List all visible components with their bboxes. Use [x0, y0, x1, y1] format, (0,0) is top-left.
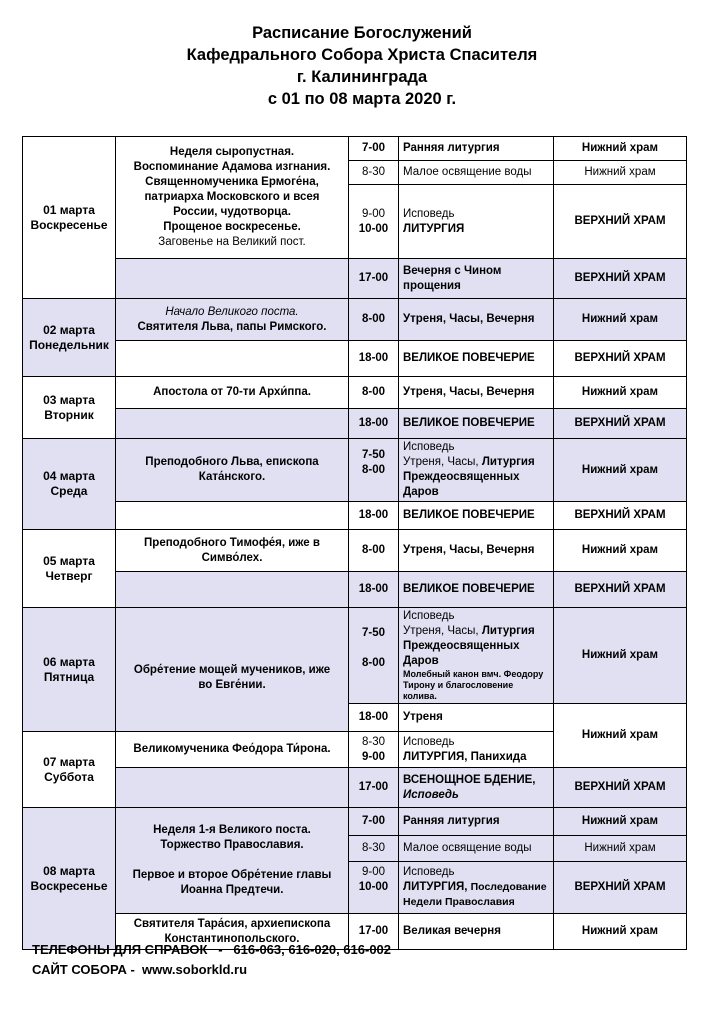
weekday-label: Понедельник — [29, 337, 109, 352]
table-row — [23, 299, 687, 341]
empty-cell — [116, 572, 349, 608]
feast-text: Святителя Тара́сия, архиепископа — [133, 918, 331, 930]
service-time: 17-00 — [349, 259, 399, 299]
service-line: Утреня, Часы, — [403, 625, 482, 637]
date-cell — [23, 439, 116, 530]
service-line: Утреня, Часы, — [403, 456, 482, 468]
service-time: 7-00 — [349, 808, 399, 836]
service-place: ВЕРХНИЙ ХРАМ — [554, 768, 687, 808]
service-time: 8-00 — [349, 377, 399, 409]
feast-text: Святителя Льва, папы Римского. — [137, 320, 327, 333]
service-time — [349, 732, 399, 768]
service-place: Нижний храм — [554, 836, 687, 862]
service-line: Исповедь — [403, 207, 455, 220]
date-cell — [23, 808, 116, 950]
table-row — [23, 768, 687, 808]
feast-cell: Великомученика Фео́дора Ти́рона. — [116, 732, 349, 768]
table-row — [23, 259, 687, 299]
service-time: 18-00 — [349, 704, 399, 732]
feast-text: Неделя сыропустная. — [169, 146, 295, 158]
service-name — [399, 185, 554, 259]
time-line: 10-00 — [358, 222, 389, 235]
date-label: 08 марта — [43, 863, 95, 878]
weekday-label: Среда — [50, 484, 88, 498]
feast-text: Воспоминание Адамова изгнания. — [133, 161, 331, 173]
service-time: 8-30 — [349, 836, 399, 862]
service-line: Исповедь — [403, 788, 459, 801]
feast-text: Иоанна Предтечи. — [180, 884, 284, 896]
time-line: 7-50 — [361, 626, 386, 639]
weekday-label: Воскресенье — [30, 217, 108, 232]
service-line: Литургия — [481, 456, 535, 468]
service-line: ЛИТУРГИЯ, — [403, 881, 471, 893]
schedule-table — [22, 136, 687, 950]
header-period: с 01 по 08 марта 2020 г. — [267, 90, 457, 108]
service-line: Исповедь — [403, 441, 455, 453]
empty-cell — [116, 502, 349, 530]
feast-text: патриарха Московского и всея — [144, 191, 320, 203]
table-row — [23, 608, 687, 704]
feast-text: Первое и второе Обре́тение главы — [132, 869, 332, 881]
service-name: Утреня, Часы, Вечерня — [399, 530, 554, 572]
service-name: ВЕЛИКОЕ ПОВЕЧЕРИЕ — [399, 572, 554, 608]
service-place: Нижний храм — [554, 608, 687, 704]
service-place: Нижний храм — [554, 914, 687, 950]
phones-line: ТЕЛЕФОНЫ ДЛЯ СПРАВОК - 616-063, 616-020, 616-002 — [32, 942, 392, 957]
time-line: 9-00 — [361, 207, 386, 220]
table-row — [23, 377, 687, 409]
service-time — [349, 185, 399, 259]
service-time: 18-00 — [349, 502, 399, 530]
feast-text: Торжество Православия. — [160, 839, 304, 851]
service-name: Малое освящение воды — [399, 161, 554, 185]
date-cell — [23, 732, 116, 808]
date-cell — [23, 299, 116, 377]
header-city: г. Калининграда — [296, 68, 428, 86]
feast-text: Заговенье на Великий пост. — [158, 236, 306, 248]
service-line: ЛИТУРГИЯ — [403, 222, 465, 235]
weekday-label: Воскресенье — [30, 878, 108, 893]
service-line: Исповедь — [403, 610, 455, 622]
service-time — [349, 862, 399, 914]
feast-text: Ката́нского. — [198, 471, 266, 483]
table-row — [23, 808, 687, 836]
date-cell — [23, 608, 116, 732]
table-row — [23, 502, 687, 530]
table-row — [23, 137, 687, 161]
time-line: 10-00 — [358, 881, 389, 893]
service-name: Ранняя литургия — [399, 137, 554, 161]
service-place: Нижний храм — [554, 439, 687, 502]
empty-cell — [116, 409, 349, 439]
weekday-label: Четверг — [45, 568, 93, 583]
service-name: ВЕЛИКОЕ ПОВЕЧЕРИЕ — [399, 409, 554, 439]
time-line: 8-00 — [361, 463, 386, 476]
date-label: 03 марта — [43, 392, 95, 407]
service-place: Нижний храм — [554, 299, 687, 341]
date-label: 07 марта — [43, 754, 95, 769]
service-place: Нижний храм — [554, 161, 687, 185]
service-name: Ранняя литургия — [399, 808, 554, 836]
feast-text: Прощеное воскресенье. — [163, 221, 301, 233]
feast-cell: Апостола от 70-ти Архи́ппа. — [116, 377, 349, 409]
service-name: ВЕЛИКОЕ ПОВЕЧЕРИЕ — [399, 341, 554, 377]
feast-text: Симво́лех. — [201, 551, 263, 564]
service-name — [399, 732, 554, 768]
service-time: 7-00 — [349, 137, 399, 161]
feast-text: Константинопольского. — [164, 933, 300, 945]
feast-cell — [116, 439, 349, 502]
feast-text: Преподобного Льва, епископа — [145, 456, 319, 468]
feast-text: во Евге́нии. — [198, 679, 266, 691]
weekday-label: Суббота — [44, 769, 94, 784]
table-row — [23, 439, 687, 502]
time-line: 9-00 — [361, 750, 386, 763]
date-label: 02 марта — [43, 322, 95, 337]
service-name — [399, 608, 554, 704]
time-line: 9-00 — [361, 866, 386, 878]
service-line: ЛИТУРГИЯ, Панихида — [403, 750, 527, 763]
feast-text: Священномученика Ермоге́на, — [145, 176, 319, 188]
service-name: ВЕЛИКОЕ ПОВЕЧЕРИЕ — [399, 502, 554, 530]
service-line: ВСЕНОЩНОЕ БДЕНИЕ, — [403, 773, 536, 786]
service-name — [399, 439, 554, 502]
service-time: 17-00 — [349, 914, 399, 950]
feast-text: России, чудотворца. — [173, 206, 291, 218]
service-place: Нижний храм — [554, 530, 687, 572]
service-time: 8-00 — [349, 299, 399, 341]
service-time: 8-00 — [349, 530, 399, 572]
feast-cell — [116, 137, 349, 259]
service-name — [399, 768, 554, 808]
service-line: Недели Православия — [403, 896, 515, 908]
feast-cell — [116, 608, 349, 732]
service-place: ВЕРХНИЙ ХРАМ — [554, 185, 687, 259]
service-place: Нижний храм — [554, 377, 687, 409]
date-label: 05 марта — [43, 553, 95, 568]
empty-cell — [116, 259, 349, 299]
service-name: Малое освящение воды — [399, 836, 554, 862]
service-place: ВЕРХНИЙ ХРАМ — [554, 409, 687, 439]
service-place: Нижний храм — [554, 137, 687, 161]
date-label: 06 марта — [43, 654, 95, 669]
service-line: Последование — [470, 881, 547, 893]
empty-cell — [116, 341, 349, 377]
feast-cell — [116, 299, 349, 341]
time-line: 8-30 — [361, 735, 386, 748]
service-name: Утреня, Часы, Вечерня — [399, 299, 554, 341]
feast-text: Неделя 1-я Великого поста. — [153, 824, 311, 836]
service-place: Нижний храм — [554, 808, 687, 836]
service-line: Тирону и благословение колива. — [403, 680, 514, 701]
weekday-label: Вторник — [44, 407, 94, 422]
service-line: Исповедь — [403, 866, 455, 878]
feast-cell — [116, 808, 349, 914]
feast-text: Преподобного Тимофе́я, иже в — [144, 536, 320, 549]
date-cell — [23, 530, 116, 608]
feast-text: Обре́тение мощей мучеников, иже — [133, 664, 331, 676]
feast-cell — [116, 530, 349, 572]
service-place: ВЕРХНИЙ ХРАМ — [554, 502, 687, 530]
service-time: 17-00 — [349, 768, 399, 808]
header-title: Расписание Богослужений — [252, 24, 472, 42]
service-time: 18-00 — [349, 572, 399, 608]
feast-text: Начало Великого поста. — [165, 305, 299, 318]
table-row — [23, 572, 687, 608]
service-time: 8-30 — [349, 161, 399, 185]
service-time — [349, 608, 399, 704]
date-cell — [23, 377, 116, 439]
service-time: 18-00 — [349, 409, 399, 439]
service-place: ВЕРХНИЙ ХРАМ — [554, 259, 687, 299]
service-line: Молебный канон вмч. Феодору — [403, 669, 544, 679]
date-cell — [23, 137, 116, 299]
service-name: Утреня, Часы, Вечерня — [399, 377, 554, 409]
table-row — [23, 530, 687, 572]
header-cathedral: Кафедрального Собора Христа Спасителя — [186, 46, 538, 64]
service-name: Вечерня с Чином прощения — [399, 259, 554, 299]
empty-cell — [116, 768, 349, 808]
page-footer — [32, 940, 391, 980]
service-place: ВЕРХНИЙ ХРАМ — [554, 341, 687, 377]
service-place: Нижний храм — [554, 704, 687, 768]
service-time — [349, 439, 399, 502]
service-name: Великая вечерня — [399, 914, 554, 950]
site-line: САЙТ СОБОРА - www.soborkld.ru — [32, 962, 248, 977]
service-name — [399, 862, 554, 914]
page-header — [0, 22, 724, 110]
time-line: 7-50 — [361, 448, 386, 461]
table-row — [23, 409, 687, 439]
service-line: Литургия — [481, 625, 535, 637]
service-place: ВЕРХНИЙ ХРАМ — [554, 862, 687, 914]
service-time: 18-00 — [349, 341, 399, 377]
date-label: 01 марта — [43, 202, 95, 217]
service-line: Исповедь — [403, 735, 455, 748]
service-place: ВЕРХНИЙ ХРАМ — [554, 572, 687, 608]
service-line: Преждеосвященных Даров — [403, 640, 520, 667]
table-row — [23, 341, 687, 377]
service-name: Утреня — [399, 704, 554, 732]
service-line: Преждеосвященных Даров — [403, 471, 520, 498]
weekday-label: Пятница — [43, 669, 95, 684]
date-label: 04 марта — [43, 469, 95, 483]
time-line: 8-00 — [361, 656, 386, 669]
